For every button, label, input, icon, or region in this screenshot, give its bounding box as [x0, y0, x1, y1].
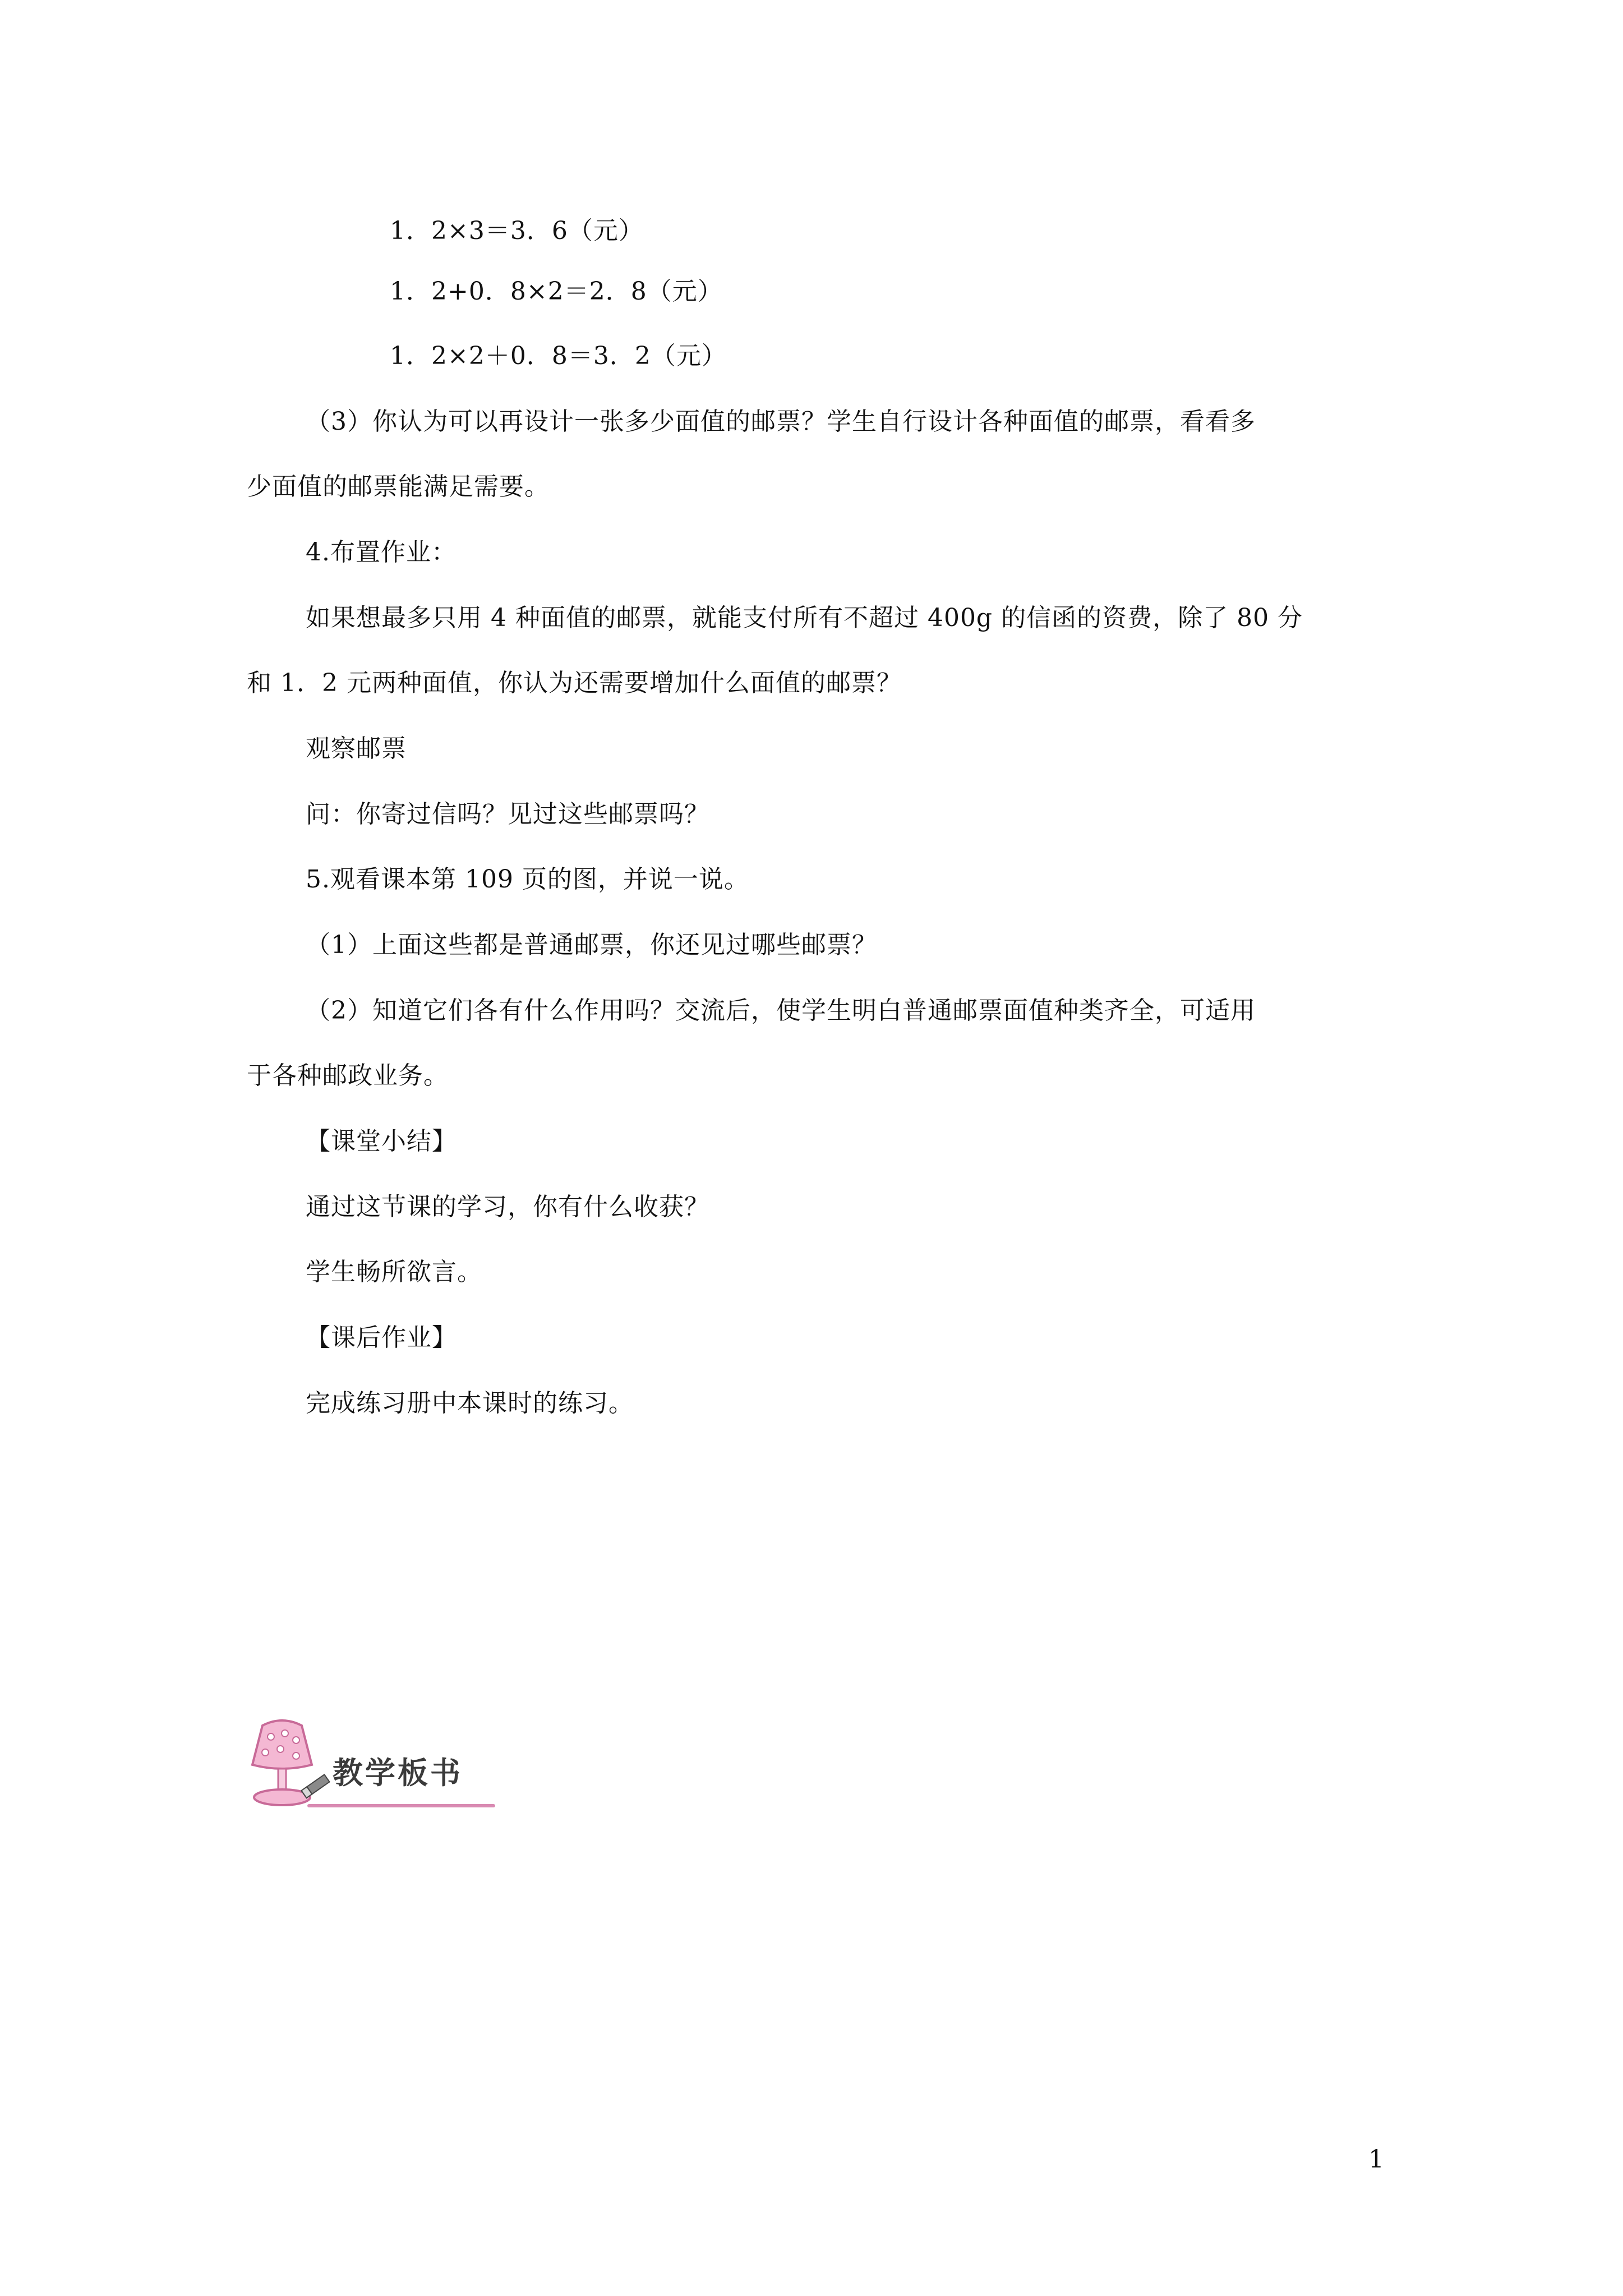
paragraph-line: 通过这节课的学习，你有什么收获？ — [306, 1193, 709, 1221]
paragraph-line: 于各种邮政业务。 — [247, 1061, 449, 1090]
formula-line-3: 1．2×2＋0．8＝3．2（元） — [390, 342, 727, 370]
paragraph-line: 和 1．2 元两种面值，你认为还需要增加什么面值的邮票？ — [247, 669, 902, 697]
paragraph-line: 少面值的邮票能满足需要。 — [247, 472, 550, 501]
section-heading: 5.观看课本第 109 页的图，并说一说。 — [306, 865, 749, 894]
paragraph-line: （2）知道它们各有什么作用吗？交流后，使学生明白普通邮票面值种类齐全，可适用 — [306, 996, 1256, 1025]
paragraph-line: （1）上面这些都是普通邮票，你还见过哪些邮票？ — [306, 931, 877, 959]
formula-line-2: 1．2+0．8×2＝2．8（元） — [390, 277, 723, 306]
paragraph-line: 问：你寄过信吗？见过这些邮票吗？ — [306, 800, 709, 829]
board-writing-title: 教学板书 — [333, 1755, 463, 1791]
paragraph-line: （3）你认为可以再设计一张多少面值的邮票？学生自行设计各种面值的邮票，看看多 — [306, 407, 1256, 436]
page-number: 1 — [1368, 2145, 1384, 2174]
section-heading: 【课堂小结】 — [306, 1127, 457, 1156]
section-heading: 【课后作业】 — [306, 1323, 457, 1352]
paragraph-line: 观察邮票 — [306, 734, 407, 763]
board-writing-banner — [240, 1715, 495, 1816]
paragraph-line: 学生畅所欲言。 — [306, 1258, 482, 1286]
banner-underline — [307, 1804, 495, 1807]
lamp-icon — [240, 1715, 335, 1814]
section-heading: 4.布置作业： — [306, 538, 457, 567]
paragraph-line: 如果想最多只用 4 种面值的邮票，就能支付所有不超过 400g 的信函的资费，除了 80 分 — [306, 604, 1303, 632]
formula-line-1: 1．2×3＝3．6（元） — [390, 217, 644, 245]
paragraph-line: 完成练习册中本课时的练习。 — [306, 1389, 634, 1418]
